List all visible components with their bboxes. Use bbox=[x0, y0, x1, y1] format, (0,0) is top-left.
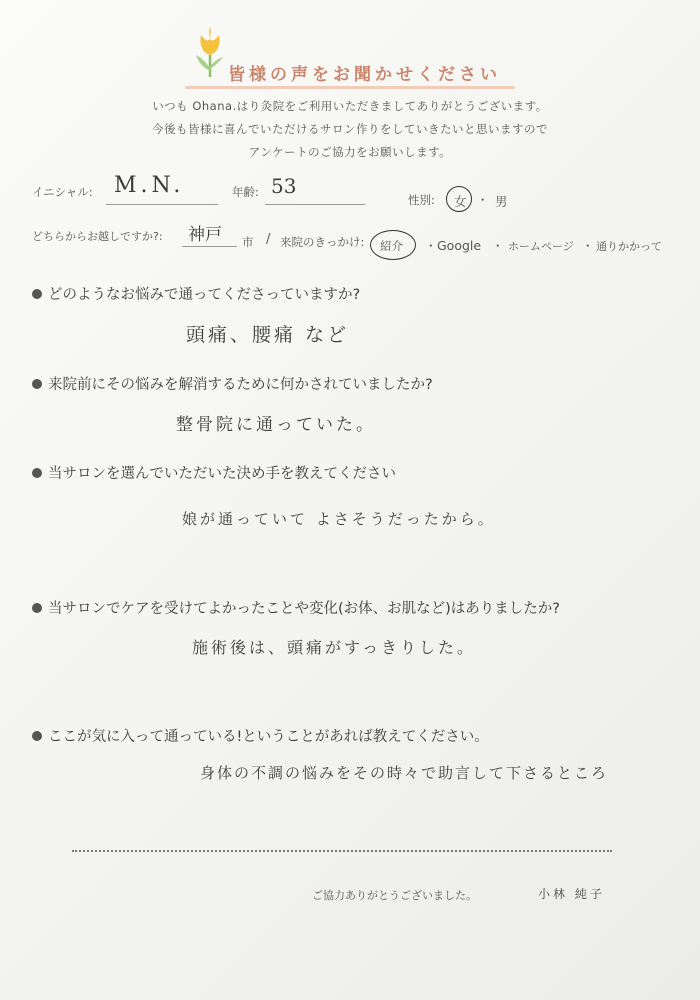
bullet-icon bbox=[32, 379, 42, 389]
initial-label: イニシャル: bbox=[32, 185, 93, 199]
trigger-label: 来院のきっかけ: bbox=[280, 235, 365, 249]
question-text: ここが気に入って通っている!ということがあれば教えてください。 bbox=[48, 729, 489, 745]
gender-separator: ・ bbox=[477, 193, 489, 207]
intro-line-2: 今後も皆様に喜んでいただけるサロン作りをしていきたいと思いますので bbox=[152, 122, 548, 136]
bullet-icon bbox=[32, 731, 42, 741]
gender-female-circle bbox=[446, 186, 472, 212]
intro-line-3: アンケートのご協力をお願いします。 bbox=[248, 145, 452, 159]
page-title: 皆様の声をお聞かせください bbox=[228, 65, 501, 85]
from-label: どちらからお越しですか?: bbox=[32, 230, 163, 243]
age-value: 53 bbox=[271, 174, 297, 198]
gender-label: 性別: bbox=[408, 193, 435, 207]
age-underline bbox=[265, 204, 365, 205]
bullet-icon bbox=[32, 468, 42, 478]
city-suffix: 市 bbox=[242, 235, 254, 249]
initial-value: M.N. bbox=[114, 173, 185, 198]
signature: 小林 純子 bbox=[538, 887, 605, 901]
intro-line-1: いつも Ohana.はり灸院をご利用いただきましてありがとうございます。 bbox=[152, 99, 548, 113]
title-underline bbox=[185, 86, 515, 89]
trigger-option-referral: 紹介 bbox=[380, 239, 403, 253]
bullet-icon bbox=[32, 603, 42, 613]
trigger-option-walkby: 通りかかって bbox=[596, 240, 662, 253]
flower-icon bbox=[190, 25, 230, 80]
question-3 bbox=[32, 462, 396, 483]
answer-4: 施術後は、頭痛がすっきりした。 bbox=[192, 638, 477, 657]
question-2 bbox=[32, 373, 433, 394]
question-text: どのようなお悩みで通ってくださっていますか? bbox=[48, 287, 361, 303]
answer-5: 身体の不調の悩みをその時々で助言して下さるところ bbox=[200, 764, 609, 782]
answer-1: 頭痛、腰痛 など bbox=[186, 324, 350, 346]
dotted-divider bbox=[72, 850, 612, 852]
initial-underline bbox=[106, 204, 218, 205]
bullet-icon bbox=[32, 289, 42, 299]
trigger-option-homepage: ホームページ bbox=[508, 240, 574, 253]
trigger-separator-3: ・ bbox=[582, 239, 594, 253]
slash: / bbox=[266, 232, 271, 247]
question-text: 来院前にその悩みを解消するために何かされていましたか? bbox=[48, 377, 433, 393]
answer-2: 整骨院に通っていた。 bbox=[176, 415, 376, 435]
footer-thanks: ご協力ありがとうございました。 bbox=[312, 889, 477, 902]
from-underline bbox=[182, 246, 237, 247]
trigger-separator-2: ・ bbox=[492, 239, 504, 253]
age-label: 年齢: bbox=[232, 185, 259, 199]
answer-3: 娘が通っていて よさそうだったから。 bbox=[182, 510, 496, 528]
question-4 bbox=[32, 597, 560, 618]
gender-female: 女 bbox=[454, 194, 467, 209]
question-text: 当サロンを選んでいただいた決め手を教えてください bbox=[48, 466, 396, 482]
gender-male: 男 bbox=[495, 194, 508, 209]
trigger-separator-1: ・ bbox=[425, 239, 437, 253]
trigger-selected-circle bbox=[370, 230, 416, 260]
trigger-option-google: Google bbox=[437, 238, 482, 253]
question-text: 当サロンでケアを受けてよかったことや変化(お体、お肌など)はありましたか? bbox=[48, 601, 561, 617]
from-value: 神戸 bbox=[188, 225, 222, 245]
question-5 bbox=[32, 725, 489, 746]
question-1 bbox=[32, 283, 360, 304]
